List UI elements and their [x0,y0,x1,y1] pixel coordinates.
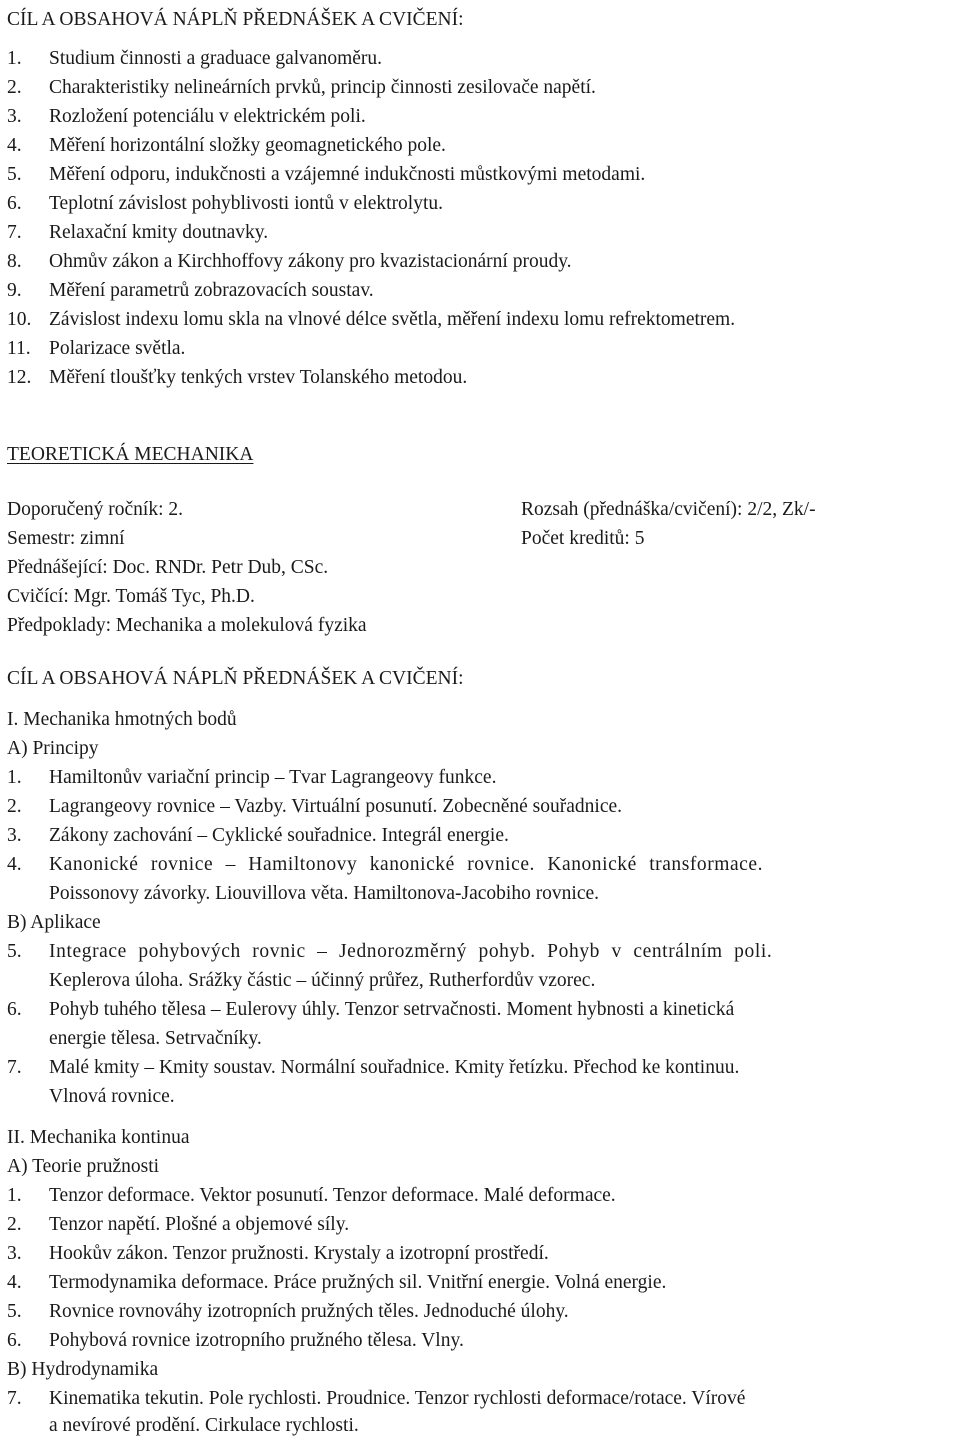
list-item: Termodynamika deformace. Práce pružných sil. Vnitřní energie. Volná energie. [49,1272,667,1293]
list-number: 1. [7,48,22,69]
list-item: Charakteristiky nelineárních prvků, princip činnosti zesilovače napětí. [49,77,596,98]
list-number: 3. [7,106,22,127]
list-item: Ohmův zákon a Kirchhoffovy zákony pro kvazistacionární proudy. [49,251,572,272]
list-number: 2. [7,796,22,817]
course-year: Doporučený ročník: 2. [7,499,183,520]
list-number: 10. [7,309,32,330]
list-item: Závislost indexu lomu skla na vlnové délce světla, měření indexu lomu refrektometrem. [49,309,736,330]
course-credits: Počet kreditů: 5 [521,528,645,549]
course-scope: Rozsah (přednáška/cvičení): 2/2, Zk/- [521,499,816,520]
list-item: Integrace pohybových rovnic – Jednorozměrný pohyb. Pohyb v centrálním poli. [49,941,773,962]
subpart-heading: A) Teorie pružnosti [7,1156,160,1177]
section-heading: CÍL A OBSAHOVÁ NÁPLŇ PŘEDNÁŠEK A CVIČENÍ: [7,668,464,689]
list-number: 1. [7,1185,22,1206]
list-number: 6. [7,1330,22,1351]
course-title: TEORETICKÁ MECHANIKA [7,444,254,465]
list-item: Tenzor deformace. Vektor posunutí. Tenzor deformace. Malé deformace. [49,1185,616,1206]
list-item: Měření odporu, indukčnosti a vzájemné indukčnosti můstkovými metodami. [49,164,646,185]
list-number: 9. [7,280,22,301]
part-heading: I. Mechanika hmotných bodů [7,709,237,730]
list-number: 6. [7,999,22,1020]
list-number: 5. [7,941,22,962]
list-number: 12. [7,367,32,388]
list-item: Malé kmity – Kmity soustav. Normální souřadnice. Kmity řetízku. Přechod ke kontinuu. [49,1057,740,1078]
section-heading: CÍL A OBSAHOVÁ NÁPLŇ PŘEDNÁŠEK A CVIČENÍ: [7,9,464,30]
list-number: 8. [7,251,22,272]
list-item: Rozložení potenciálu v elektrickém poli. [49,106,366,127]
subpart-heading: B) Aplikace [7,912,101,933]
list-item: Měření horizontální složky geomagnetického pole. [49,135,446,156]
list-item: Zákony zachování – Cyklické souřadnice. Integrál energie. [49,825,509,846]
list-item: Hookův zákon. Tenzor pružnosti. Krystaly a izotropní prostředí. [49,1243,549,1264]
list-item: Kanonické rovnice – Hamiltonovy kanonické rovnice. Kanonické transformace. [49,854,764,875]
list-number: 4. [7,854,22,875]
course-tutor: Cvičící: Mgr. Tomáš Tyc, Ph.D. [7,586,255,607]
list-item: Studium činnosti a graduace galvanoměru. [49,48,383,69]
list-number: 3. [7,1243,22,1264]
list-number: 11. [7,338,31,359]
subpart-heading: A) Principy [7,738,99,759]
list-item: Pohybová rovnice izotropního pružného tělesa. Vlny. [49,1330,464,1351]
list-number: 2. [7,1214,22,1235]
list-item: Tenzor napětí. Plošné a objemové síly. [49,1214,350,1235]
subpart-heading: B) Hydrodynamika [7,1359,159,1380]
list-item: Měření tloušťky tenkých vrstev Tolanského metodou. [49,367,468,388]
list-number: 7. [7,222,22,243]
list-number: 5. [7,1301,22,1322]
part-heading: II. Mechanika kontinua [7,1127,190,1148]
list-item: Rovnice rovnováhy izotropních pružných těles. Jednoduché úlohy. [49,1301,569,1322]
list-item: Kinematika tekutin. Pole rychlosti. Proudnice. Tenzor rychlosti deformace/rotace. Vírové [49,1388,746,1409]
list-item: Pohyb tuhého tělesa – Eulerovy úhly. Tenzor setrvačnosti. Moment hybnosti a kinetická [49,999,735,1020]
list-number: 7. [7,1388,22,1409]
course-prerequisites: Předpoklady: Mechanika a molekulová fyzika [7,615,367,636]
list-item-continuation: Keplerova úloha. Srážky částic – účinný průřez, Rutherfordův vzorec. [49,970,596,991]
list-number: 2. [7,77,22,98]
list-item: Lagrangeovy rovnice – Vazby. Virtuální posunutí. Zobecněné souřadnice. [49,796,623,817]
list-number: 4. [7,1272,22,1293]
list-number: 1. [7,767,22,788]
list-item: Polarizace světla. [49,338,186,359]
list-item: Hamiltonův variační princip – Tvar Lagrangeovy funkce. [49,767,497,788]
list-item-continuation: a nevírové prodění. Cirkulace rychlosti. [49,1415,359,1436]
list-item-continuation: energie tělesa. Setrvačníky. [49,1028,262,1049]
list-item-continuation: Poissonovy závorky. Liouvillova věta. Hamiltonova-Jacobiho rovnice. [49,883,600,904]
list-item: Teplotní závislost pohyblivosti iontů v elektrolytu. [49,193,444,214]
list-number: 5. [7,164,22,185]
list-number: 7. [7,1057,22,1078]
list-number: 3. [7,825,22,846]
list-item-continuation: Vlnová rovnice. [49,1086,175,1107]
list-number: 6. [7,193,22,214]
list-item: Relaxační kmity doutnavky. [49,222,269,243]
course-lecturer: Přednášející: Doc. RNDr. Petr Dub, CSc. [7,557,329,578]
course-semester: Semestr: zimní [7,528,125,549]
list-number: 4. [7,135,22,156]
list-item: Měření parametrů zobrazovacích soustav. [49,280,374,301]
